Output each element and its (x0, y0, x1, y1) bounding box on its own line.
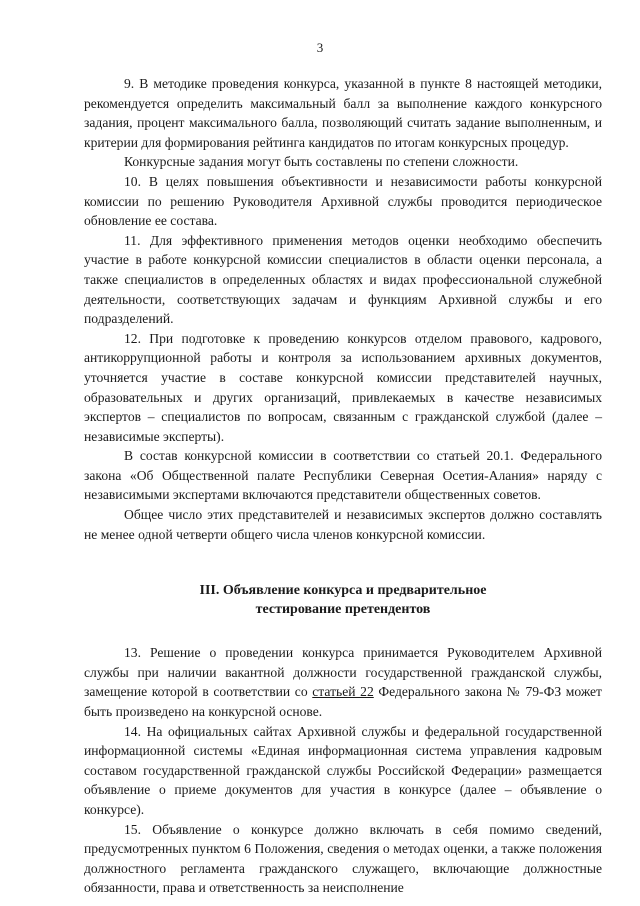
page-number: 3 (316, 40, 324, 55)
paragraph-9: 9. В методике проведения конкурса, указанной в пункте 8 настоящей методики, рекомендуется определить максимальный балл за выполнение каждого конкурсного задания, процент максимального балла, позволяющий считать задание выполненным, и критерии для формирования рейтинга кандидатов по итогам конкурсных процедур. (84, 76, 602, 150)
paragraph-12: 12. При подготовке к проведению конкурсов отделом правового, кадрового, антикоррупционной работы и контроля за использованием архивных документов, уточняется участие в составе конкурсной комиссии представителей научных, образовательных и других организаций, привлекаемых в качестве независимых экспертов – специалистов по вопросам, связанным с гражданской службой (далее – независимые эксперты). (84, 330, 602, 444)
section-heading-line-1: III. Объявление конкурса и предварительное (199, 583, 487, 599)
paragraph-11: 11. Для эффективного применения методов оценки необходимо обеспечить участие в работе конкурсной комиссии специалистов в области оценки персонала, а также специалистов в определенных областях и видах профессиональной служебной деятельности, соответствующих задачам и функциям Архивной службы и его подразделений. (84, 232, 602, 327)
paragraph-experts-share: Общее число этих представителей и независимых экспертов должно составлять не менее одной четверти общего числа членов конкурсной комиссии. (84, 507, 602, 542)
section-heading-line-2: тестирование претендентов (255, 602, 431, 618)
paragraph-13-text-start: 13. Решение о проведении конкурса принимается Руководителем Архивной службы при наличии вакантной должности государственной гражданской службы, замещение которой в соответствии со (84, 645, 602, 700)
section-heading (84, 581, 602, 619)
paragraph-tasks-complexity: Конкурсные задания могут быть составлены по степени сложности. (124, 154, 519, 170)
paragraph-13 (84, 643, 602, 721)
paragraph-14: 14. На официальных сайтах Архивной службы и федеральной государственной информационной системы «Единая информационная система управления кадровым составом государственной гражданской службы Российской Федерации» размещается объявление о приеме документов для участия в конкурсе (далее – объявление о конкурсе). (84, 723, 602, 817)
paragraph-commission-composition: В состав конкурсной комиссии в соответствии со статьей 20.1. Федерального закона «Об Общественной палате Республики Северная Осетия-Алания» наряду с независимыми экспертами включаются представители общественных советов. (84, 448, 602, 503)
article-22-link[interactable]: статьей 22 (312, 684, 374, 700)
paragraph-13-text-end: Федерального закона № 79-ФЗ может быть произведено на конкурсной основе. (84, 684, 603, 720)
paragraph-15: 15. Объявление о конкурсе должно включать в себя помимо сведений, предусмотренных пунктом 6 Положения, сведения о методах оценки, а также положения должностного регламента гражданского служащего, включающие должностные обязанности, права и ответственность за неисполнение (84, 821, 602, 896)
paragraph-10: 10. В целях повышения объективности и независимости работы конкурсной комиссии по решению Руководителя Архивной службы проводится периодическое обновление ее состава. (84, 173, 602, 229)
document-body (84, 74, 602, 898)
